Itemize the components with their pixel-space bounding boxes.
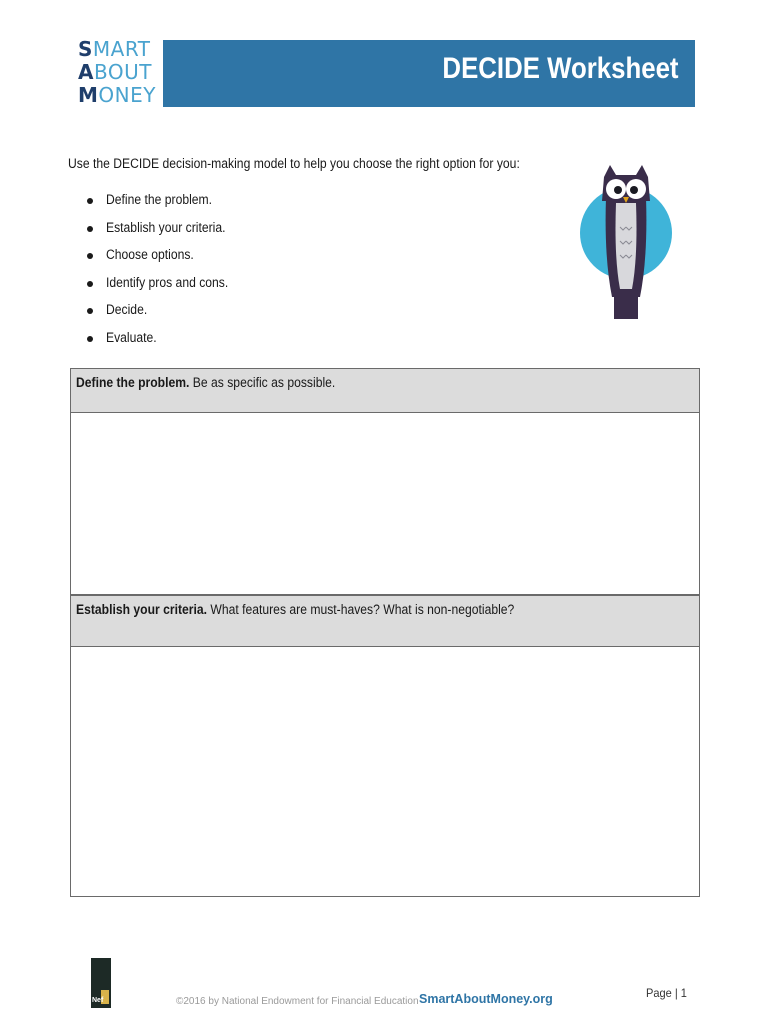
decide-steps-list xyxy=(84,192,242,358)
list-item: Decide. xyxy=(84,302,242,330)
list-item: Define the problem. xyxy=(84,192,242,220)
list-item: Choose options. xyxy=(84,247,242,275)
logo-line-smart: SMART xyxy=(78,37,151,61)
bullet-icon xyxy=(87,308,93,314)
establish-criteria-header: Establish your criteria. What features are must-haves? What is non-negotiable? xyxy=(71,595,699,647)
list-item: Establish your criteria. xyxy=(84,220,242,248)
copyright-text: ©2016 by National Endowment for Financial Education xyxy=(176,996,419,1007)
bullet-icon xyxy=(87,226,93,232)
define-problem-box xyxy=(70,368,700,595)
bullet-icon xyxy=(87,198,93,204)
site-link[interactable]: SmartAboutMoney.org xyxy=(419,992,553,1006)
establish-criteria-box xyxy=(70,595,700,897)
page-number: Page | 1 xyxy=(646,986,687,1000)
header-banner xyxy=(163,40,695,107)
sam-logo xyxy=(78,38,158,107)
define-problem-header: Define the problem. Be as specific as possible. xyxy=(71,369,699,413)
nefe-logo: Nef xyxy=(91,958,111,1008)
owl-icon xyxy=(580,157,672,319)
list-item: Identify pros and cons. xyxy=(84,275,242,303)
define-problem-answer-area[interactable] xyxy=(71,413,699,594)
list-item: Evaluate. xyxy=(84,330,242,358)
bullet-icon xyxy=(87,336,93,342)
establish-criteria-answer-area[interactable] xyxy=(71,647,699,895)
bullet-icon xyxy=(87,281,93,287)
logo-line-about: ABOUT xyxy=(78,60,152,84)
bullet-icon xyxy=(87,253,93,259)
intro-text: Use the DECIDE decision-making model to help you choose the right option for you: xyxy=(68,156,520,171)
page-title: DECIDE Worksheet xyxy=(442,52,679,85)
logo-line-money: MONEY xyxy=(78,83,156,107)
